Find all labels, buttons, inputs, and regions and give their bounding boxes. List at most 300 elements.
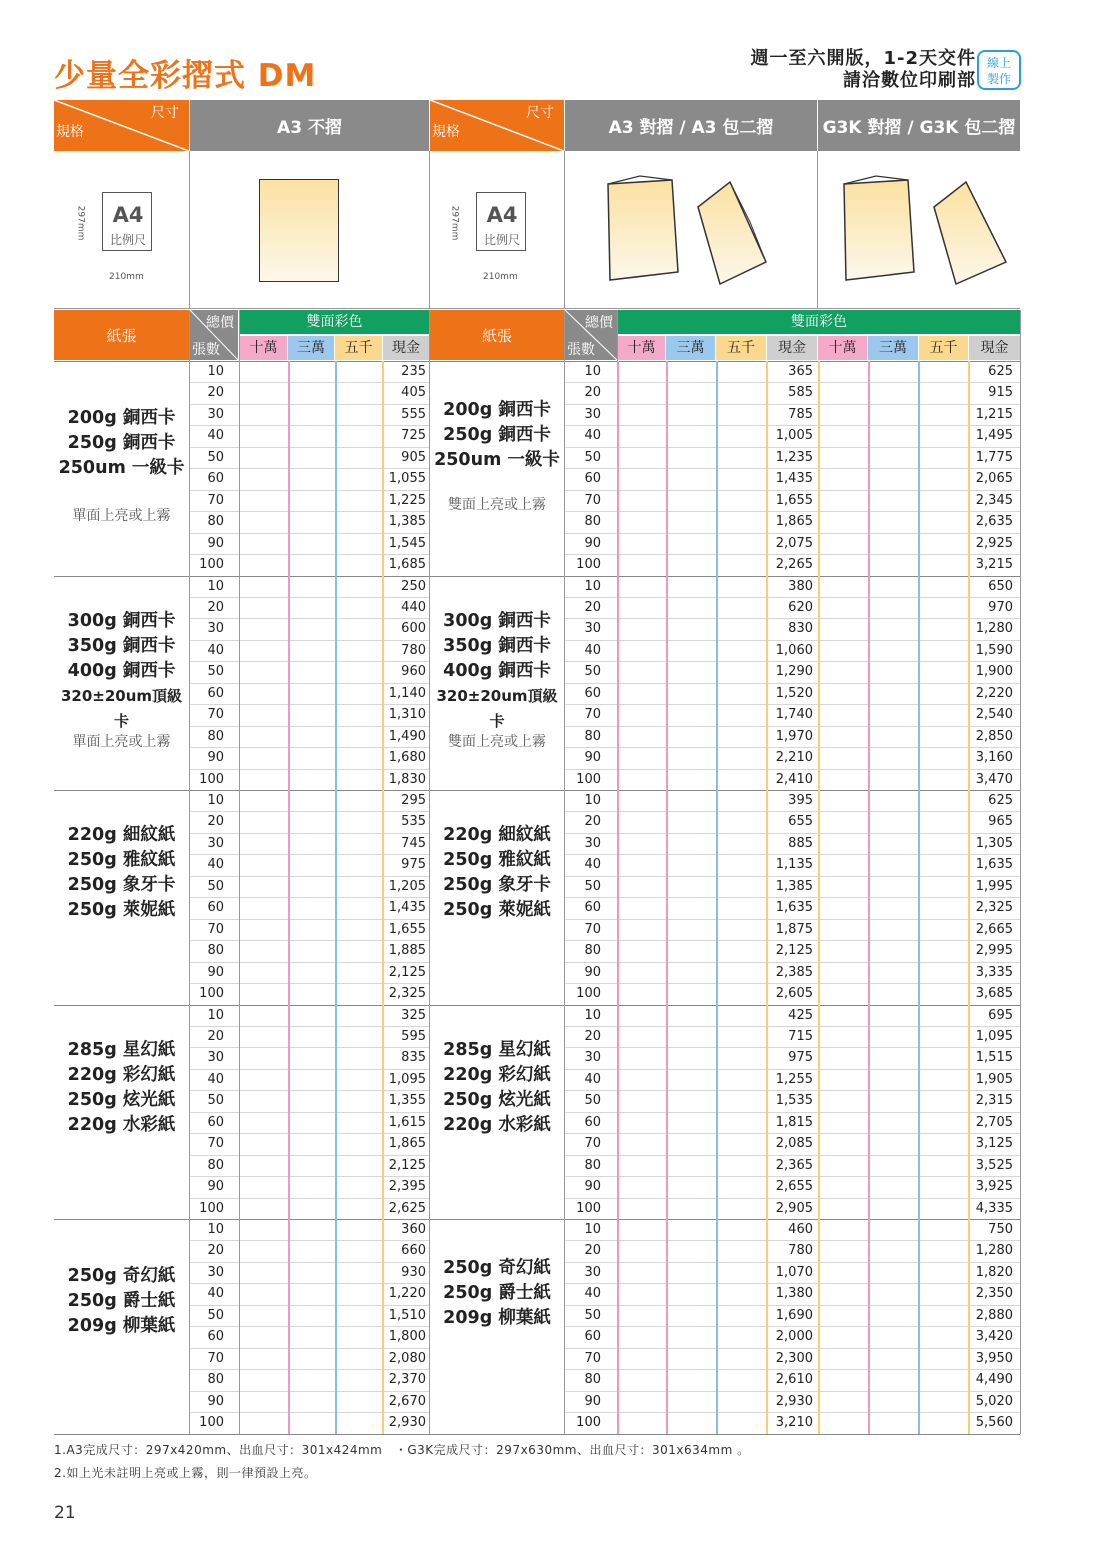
price-a3fold-cash: 1,740 xyxy=(775,707,813,723)
qty-cell: 40 xyxy=(584,1071,601,1087)
price-a3-cash: 2,930 xyxy=(388,1415,426,1431)
price-a3fold-cash: 715 xyxy=(788,1028,813,1044)
spec-label: 規格 xyxy=(432,124,460,140)
price-g3k-cash: 2,350 xyxy=(975,1286,1013,1302)
price-a3-cash: 2,670 xyxy=(388,1393,426,1409)
qty-cell: 10 xyxy=(584,1222,601,1237)
qty-cell: 10 xyxy=(584,364,601,379)
column-divider xyxy=(335,361,337,1434)
qty-cell: 60 xyxy=(584,685,601,701)
price-g3k-cash: 2,065 xyxy=(975,471,1013,487)
qty-header-right xyxy=(565,310,617,360)
price-a3fold-cash: 2,410 xyxy=(775,771,813,787)
duplex-color-header: 雙面彩色 xyxy=(240,310,429,334)
price-g3k-cash: 2,925 xyxy=(975,535,1013,551)
price-a3-cash: 1,865 xyxy=(388,1136,426,1152)
qty-cell: 40 xyxy=(207,1071,224,1087)
qty-cell: 100 xyxy=(199,1415,224,1431)
price-a3-cash: 1,220 xyxy=(388,1286,426,1302)
qty-cell: 70 xyxy=(207,1350,224,1366)
price-g3k-cash: 965 xyxy=(988,814,1013,830)
price-g3k-cash: 2,705 xyxy=(975,1114,1013,1130)
qty-cell: 50 xyxy=(207,1307,224,1323)
qty-cell: 60 xyxy=(207,471,224,487)
column-divider xyxy=(716,361,718,1434)
qty-cell: 60 xyxy=(207,1114,224,1130)
col-30k: 三萬 xyxy=(288,336,334,360)
price-a3fold-cash: 885 xyxy=(788,835,813,851)
price-a3fold-cash: 2,385 xyxy=(775,964,813,980)
price-a3-cash: 1,205 xyxy=(388,878,426,894)
width-label: 210mm xyxy=(109,272,144,282)
price-g3k-cash: 970 xyxy=(988,599,1013,615)
price-a3-cash: 1,800 xyxy=(388,1329,426,1345)
price-a3-cash: 2,625 xyxy=(388,1200,426,1216)
paper-name: 250um 一級卡 xyxy=(58,458,185,478)
price-g3k-cash: 4,335 xyxy=(975,1200,1013,1216)
col-30k: 三萬 xyxy=(868,336,918,360)
qty-cell: 100 xyxy=(199,771,224,787)
qty-cell: 10 xyxy=(584,793,601,808)
qty-cell: 60 xyxy=(207,900,224,916)
qty-cell: 40 xyxy=(207,857,224,873)
price-a3fold-cash: 1,635 xyxy=(775,900,813,916)
paper-name: 285g 星幻紙 xyxy=(443,1039,551,1060)
g3k-folded-sheet-icon xyxy=(836,172,1016,292)
column-divider xyxy=(1020,310,1021,1434)
price-a3-cash: 2,395 xyxy=(388,1179,426,1195)
col-100k: 十萬 xyxy=(240,336,287,360)
paper-name: 200g 銅西卡 xyxy=(67,408,176,428)
price-a3fold-cash: 1,005 xyxy=(775,428,813,444)
qty-cell: 40 xyxy=(207,642,224,658)
price-g3k-cash: 3,215 xyxy=(975,557,1013,573)
spec-label: 規格 xyxy=(56,124,84,140)
price-g3k-cash: 2,220 xyxy=(975,685,1013,701)
price-a3-cash: 660 xyxy=(401,1243,426,1259)
price-g3k-cash: 3,125 xyxy=(975,1136,1013,1152)
price-a3-cash: 960 xyxy=(401,664,426,680)
qty-cell: 20 xyxy=(207,1243,224,1259)
price-a3-cash: 235 xyxy=(401,364,426,379)
col-30k: 三萬 xyxy=(666,336,715,360)
qty-cell: 90 xyxy=(207,535,224,551)
qty-cell: 100 xyxy=(576,986,601,1002)
price-a3-cash: 2,125 xyxy=(388,1157,426,1173)
qty-cell: 70 xyxy=(584,707,601,723)
qty-cell: 10 xyxy=(207,364,224,379)
price-g3k-cash: 3,470 xyxy=(975,771,1013,787)
qty-cell: 10 xyxy=(207,1222,224,1237)
price-a3fold-cash: 830 xyxy=(788,621,813,637)
qty-cell: 10 xyxy=(584,578,601,594)
price-a3fold-cash: 2,905 xyxy=(775,1200,813,1216)
table-bottom-line xyxy=(54,1434,1020,1435)
a3-folded-sheet-icon xyxy=(600,172,780,292)
paper-name: 350g 銅西卡 xyxy=(443,635,551,656)
qty-cell: 80 xyxy=(584,728,601,744)
qty-cell: 70 xyxy=(207,707,224,723)
price-a3-cash: 1,510 xyxy=(388,1307,426,1323)
price-a3-cash: 835 xyxy=(401,1050,426,1066)
qty-cell: 20 xyxy=(584,1243,601,1259)
price-a3fold-cash: 1,380 xyxy=(775,1286,813,1302)
qty-cell: 90 xyxy=(207,1393,224,1409)
qty-cell: 30 xyxy=(207,621,224,637)
paper-name: 250g 爵士紙 xyxy=(443,1283,551,1303)
price-a3fold-cash: 460 xyxy=(788,1222,813,1237)
price-a3fold-cash: 785 xyxy=(788,406,813,422)
price-a3fold-cash: 1,255 xyxy=(775,1071,813,1087)
qty-cell: 50 xyxy=(207,449,224,465)
qty-cell: 20 xyxy=(207,599,224,615)
price-g3k-cash: 3,685 xyxy=(975,986,1013,1002)
paper-name: 350g 銅西卡 xyxy=(67,635,176,656)
qty-cell: 10 xyxy=(207,1007,224,1023)
price-g3k-cash: 2,315 xyxy=(975,1093,1013,1109)
paper-name: 250um 一級卡 xyxy=(434,450,560,470)
price-g3k-cash: 625 xyxy=(988,793,1013,808)
footnote: 2.如上光未註明上亮或上霧，則一律預設上亮。 xyxy=(54,1466,317,1480)
col-5k: 五千 xyxy=(716,336,766,360)
price-a3-cash: 930 xyxy=(401,1264,426,1280)
price-a3fold-cash: 1,235 xyxy=(775,449,813,465)
price-g3k-cash: 625 xyxy=(988,364,1013,379)
column-divider xyxy=(564,310,565,1434)
price-a3-cash: 1,885 xyxy=(388,943,426,959)
price-a3fold-cash: 1,060 xyxy=(775,642,813,658)
price-a3-cash: 1,435 xyxy=(388,900,426,916)
price-a3-cash: 595 xyxy=(401,1028,426,1044)
paper-name: 220g 彩幻紙 xyxy=(443,1064,551,1085)
price-a3fold-cash: 1,290 xyxy=(775,664,813,680)
price-g3k-cash: 1,305 xyxy=(975,835,1013,851)
qty-cell: 100 xyxy=(199,986,224,1002)
price-a3fold-cash: 2,365 xyxy=(775,1157,813,1173)
qty-cell: 60 xyxy=(584,471,601,487)
height-label: 297mm xyxy=(449,205,460,241)
column-divider xyxy=(968,361,970,1434)
paper-header-left: 紙張 xyxy=(54,310,189,360)
qty-cell: 90 xyxy=(207,750,224,766)
paper-name: 250g 銅西卡 xyxy=(67,433,176,453)
qty-cell: 80 xyxy=(207,514,224,530)
price-a3fold-cash: 1,385 xyxy=(775,878,813,894)
price-a3fold-cash: 2,125 xyxy=(775,943,813,959)
size-label: 尺寸 xyxy=(526,105,554,121)
qty-cell: 90 xyxy=(207,1179,224,1195)
paper-name: 300g 銅西卡 xyxy=(67,610,176,631)
price-g3k-cash: 3,525 xyxy=(975,1157,1013,1173)
paper-name: 250g 奇幻紙 xyxy=(67,1266,176,1286)
height-label: 297mm xyxy=(75,205,86,241)
paper-name: 250g 炫光紙 xyxy=(67,1089,176,1110)
price-a3-cash: 1,310 xyxy=(388,707,426,723)
qty-cell: 50 xyxy=(584,878,601,894)
paper-name: 250g 雅紋紙 xyxy=(443,850,551,870)
price-a3fold-cash: 365 xyxy=(788,364,813,379)
price-a3-cash: 1,685 xyxy=(388,557,426,573)
coating-note: 單面上亮或上霧 xyxy=(72,508,171,524)
size-spec-corner-right xyxy=(430,100,564,151)
qty-cell: 50 xyxy=(207,664,224,680)
qty-cell: 20 xyxy=(584,814,601,830)
price-g3k-cash: 2,880 xyxy=(975,1307,1013,1323)
qty-cell: 60 xyxy=(207,685,224,701)
price-a3fold-cash: 1,865 xyxy=(775,514,813,530)
qty-cell: 50 xyxy=(207,1093,224,1109)
price-a3-cash: 1,225 xyxy=(388,492,426,508)
qty-cell: 90 xyxy=(207,964,224,980)
price-g3k-cash: 2,995 xyxy=(975,943,1013,959)
price-a3-cash: 1,140 xyxy=(388,685,426,701)
price-a3fold-cash: 1,520 xyxy=(775,685,813,701)
price-g3k-cash: 1,590 xyxy=(975,642,1013,658)
scale-label: 比例尺 xyxy=(483,233,520,247)
price-a3-cash: 325 xyxy=(401,1007,426,1023)
price-g3k-cash: 1,900 xyxy=(975,664,1013,680)
qty-label: 張數 xyxy=(567,342,595,358)
price-a3fold-cash: 2,085 xyxy=(775,1136,813,1152)
qty-cell: 100 xyxy=(576,1415,601,1431)
col-5k: 五千 xyxy=(919,336,968,360)
price-g3k-cash: 3,160 xyxy=(975,750,1013,766)
duplex-color-header: 雙面彩色 xyxy=(618,310,1020,334)
price-a3fold-cash: 585 xyxy=(788,385,813,401)
price-g3k-cash: 2,665 xyxy=(975,921,1013,937)
qty-cell: 90 xyxy=(584,964,601,980)
column-divider xyxy=(239,310,240,1434)
footnote: 1.A3完成尺寸：297x420mm、出血尺寸：301x424mm ・G3K完成尺寸：297x630mm、出血尺寸：301x634mm 。 xyxy=(54,1443,750,1457)
price-a3fold-cash: 2,930 xyxy=(775,1393,813,1409)
price-a3-cash: 2,125 xyxy=(388,964,426,980)
price-g3k-cash: 2,325 xyxy=(975,900,1013,916)
paper-name: 300g 銅西卡 xyxy=(443,610,551,631)
price-a3-cash: 1,830 xyxy=(388,771,426,787)
price-g3k-cash: 1,515 xyxy=(975,1050,1013,1066)
price-a3-cash: 1,095 xyxy=(388,1071,426,1087)
price-a3fold-cash: 655 xyxy=(788,814,813,830)
qty-cell: 80 xyxy=(207,943,224,959)
price-g3k-cash: 2,635 xyxy=(975,514,1013,530)
qty-cell: 30 xyxy=(207,406,224,422)
a4-label: A4 xyxy=(486,203,518,227)
qty-cell: 20 xyxy=(584,1028,601,1044)
qty-cell: 90 xyxy=(584,1393,601,1409)
price-a3-cash: 405 xyxy=(401,385,426,401)
price-a3fold-cash: 3,210 xyxy=(775,1415,813,1431)
price-g3k-cash: 5,560 xyxy=(975,1415,1013,1431)
qty-cell: 30 xyxy=(584,406,601,422)
price-a3fold-cash: 2,000 xyxy=(775,1329,813,1345)
price-a3fold-cash: 2,300 xyxy=(775,1350,813,1366)
size-spec-corner-left xyxy=(54,100,189,151)
price-a3-cash: 600 xyxy=(401,621,426,637)
price-g3k-cash: 1,495 xyxy=(975,428,1013,444)
qty-cell: 50 xyxy=(584,449,601,465)
price-a3fold-cash: 1,970 xyxy=(775,728,813,744)
qty-cell: 10 xyxy=(207,578,224,594)
total-label: 總價 xyxy=(585,315,613,331)
scale-label: 比例尺 xyxy=(109,233,146,247)
price-a3-cash: 1,545 xyxy=(388,535,426,551)
qty-cell: 30 xyxy=(584,621,601,637)
paper-name: 250g 銅西卡 xyxy=(443,425,551,445)
qty-cell: 70 xyxy=(207,1136,224,1152)
price-g3k-cash: 1,775 xyxy=(975,449,1013,465)
paper-name: 320±20um頂級卡 xyxy=(436,686,558,730)
price-a3-cash: 780 xyxy=(401,642,426,658)
price-a3-cash: 1,055 xyxy=(388,471,426,487)
qty-cell: 60 xyxy=(584,900,601,916)
price-g3k-cash: 695 xyxy=(988,1007,1013,1023)
paper-header-right: 紙張 xyxy=(430,310,564,360)
schedule-info xyxy=(750,48,976,92)
price-a3fold-cash: 1,435 xyxy=(775,471,813,487)
paper-name: 209g 柳葉紙 xyxy=(443,1308,551,1328)
qty-cell: 60 xyxy=(584,1329,601,1345)
qty-cell: 50 xyxy=(584,1307,601,1323)
price-a3fold-cash: 975 xyxy=(788,1050,813,1066)
schedule-line: 週一至六開版，1-2天交件 xyxy=(750,48,976,69)
qty-cell: 80 xyxy=(207,1157,224,1173)
qty-cell: 40 xyxy=(584,857,601,873)
price-a3-cash: 555 xyxy=(401,406,426,422)
price-a3-cash: 905 xyxy=(401,449,426,465)
coating-note: 雙面上亮或上霧 xyxy=(448,733,546,750)
width-label: 210mm xyxy=(483,272,518,282)
qty-cell: 10 xyxy=(584,1007,601,1023)
qty-cell: 90 xyxy=(584,750,601,766)
product-g3k-fold-header: G3K 對摺 / G3K 包二摺 xyxy=(818,100,1020,151)
qty-cell: 100 xyxy=(576,557,601,573)
col-cash: 現金 xyxy=(767,336,817,360)
qty-cell: 20 xyxy=(584,385,601,401)
qty-cell: 70 xyxy=(207,921,224,937)
product-a3-flat-header: A3 不摺 xyxy=(190,100,429,151)
price-a3-cash: 535 xyxy=(401,814,426,830)
price-a3fold-cash: 620 xyxy=(788,599,813,615)
price-a3fold-cash: 2,265 xyxy=(775,557,813,573)
qty-cell: 10 xyxy=(207,793,224,808)
qty-cell: 30 xyxy=(584,1050,601,1066)
qty-cell: 90 xyxy=(584,535,601,551)
qty-label: 張數 xyxy=(192,342,220,358)
price-a3-cash: 2,325 xyxy=(388,986,426,1002)
qty-header-left xyxy=(190,310,238,360)
paper-name: 250g 萊妮紙 xyxy=(67,900,176,920)
qty-cell: 70 xyxy=(584,1136,601,1152)
price-g3k-cash: 1,280 xyxy=(975,1243,1013,1259)
price-g3k-cash: 3,420 xyxy=(975,1329,1013,1345)
total-label: 總價 xyxy=(206,315,234,331)
paper-name: 220g 水彩紙 xyxy=(443,1114,551,1135)
qty-cell: 30 xyxy=(584,835,601,851)
page-number: 21 xyxy=(54,1503,76,1523)
qty-cell: 20 xyxy=(207,1028,224,1044)
qty-cell: 70 xyxy=(584,1350,601,1366)
paper-name: 320±20um頂級卡 xyxy=(60,686,183,730)
paper-name: 220g 細紋紙 xyxy=(443,825,551,845)
qty-cell: 40 xyxy=(584,642,601,658)
qty-cell: 80 xyxy=(584,943,601,959)
paper-name: 200g 銅西卡 xyxy=(443,400,551,420)
qty-cell: 20 xyxy=(584,599,601,615)
price-a3-cash: 440 xyxy=(401,599,426,615)
paper-name: 220g 細紋紙 xyxy=(67,825,176,845)
qty-cell: 50 xyxy=(584,1093,601,1109)
price-a3-cash: 975 xyxy=(401,857,426,873)
qty-cell: 80 xyxy=(584,1372,601,1388)
qty-cell: 80 xyxy=(584,1157,601,1173)
price-a3-cash: 2,370 xyxy=(388,1372,426,1388)
coating-note: 單面上亮或上霧 xyxy=(72,733,171,750)
qty-cell: 80 xyxy=(584,514,601,530)
badge-line2: 製作 xyxy=(986,72,1011,86)
qty-cell: 80 xyxy=(207,728,224,744)
column-divider xyxy=(918,361,920,1434)
column-divider xyxy=(189,310,190,1434)
price-a3-cash: 295 xyxy=(401,793,426,808)
price-g3k-cash: 1,905 xyxy=(975,1071,1013,1087)
price-g3k-cash: 2,345 xyxy=(975,492,1013,508)
qty-cell: 60 xyxy=(207,1329,224,1345)
price-a3fold-cash: 425 xyxy=(788,1007,813,1023)
a3-flat-sheet-icon xyxy=(259,179,339,282)
price-a3-cash: 1,615 xyxy=(388,1114,426,1130)
price-g3k-cash: 1,215 xyxy=(975,406,1013,422)
column-divider xyxy=(429,310,430,1434)
qty-cell: 40 xyxy=(584,1286,601,1302)
price-g3k-cash: 3,925 xyxy=(975,1179,1013,1195)
price-g3k-cash: 750 xyxy=(988,1222,1013,1237)
coating-note: 雙面上亮或上霧 xyxy=(448,497,546,513)
price-a3-cash: 725 xyxy=(401,428,426,444)
paper-name: 250g 奇幻紙 xyxy=(443,1258,551,1278)
price-g3k-cash: 1,635 xyxy=(975,857,1013,873)
qty-cell: 100 xyxy=(199,1200,224,1216)
price-a3fold-cash: 2,655 xyxy=(775,1179,813,1195)
price-g3k-cash: 2,540 xyxy=(975,707,1013,723)
col-100k: 十萬 xyxy=(818,336,867,360)
qty-cell: 80 xyxy=(207,1372,224,1388)
size-label: 尺寸 xyxy=(151,105,179,121)
qty-cell: 100 xyxy=(199,557,224,573)
price-g3k-cash: 1,820 xyxy=(975,1264,1013,1280)
price-a3fold-cash: 1,535 xyxy=(775,1093,813,1109)
price-a3fold-cash: 2,605 xyxy=(775,986,813,1002)
qty-cell: 50 xyxy=(207,878,224,894)
qty-cell: 20 xyxy=(207,814,224,830)
price-a3fold-cash: 1,875 xyxy=(775,921,813,937)
price-a3-cash: 2,080 xyxy=(388,1350,426,1366)
column-divider xyxy=(617,361,619,1434)
paper-name: 400g 銅西卡 xyxy=(67,660,176,681)
paper-name: 250g 象牙卡 xyxy=(443,875,551,895)
column-divider xyxy=(766,361,768,1434)
qty-cell: 40 xyxy=(584,428,601,444)
qty-cell: 30 xyxy=(207,835,224,851)
online-order-badge xyxy=(977,50,1021,90)
price-a3-cash: 1,680 xyxy=(388,750,426,766)
price-a3fold-cash: 1,690 xyxy=(775,1307,813,1323)
qty-cell: 40 xyxy=(207,428,224,444)
contact-line: 請洽數位印刷部 xyxy=(843,70,976,91)
qty-cell: 60 xyxy=(584,1114,601,1130)
price-g3k-cash: 915 xyxy=(988,385,1013,401)
paper-name: 250g 炫光紙 xyxy=(443,1089,551,1110)
qty-cell: 90 xyxy=(584,1179,601,1195)
